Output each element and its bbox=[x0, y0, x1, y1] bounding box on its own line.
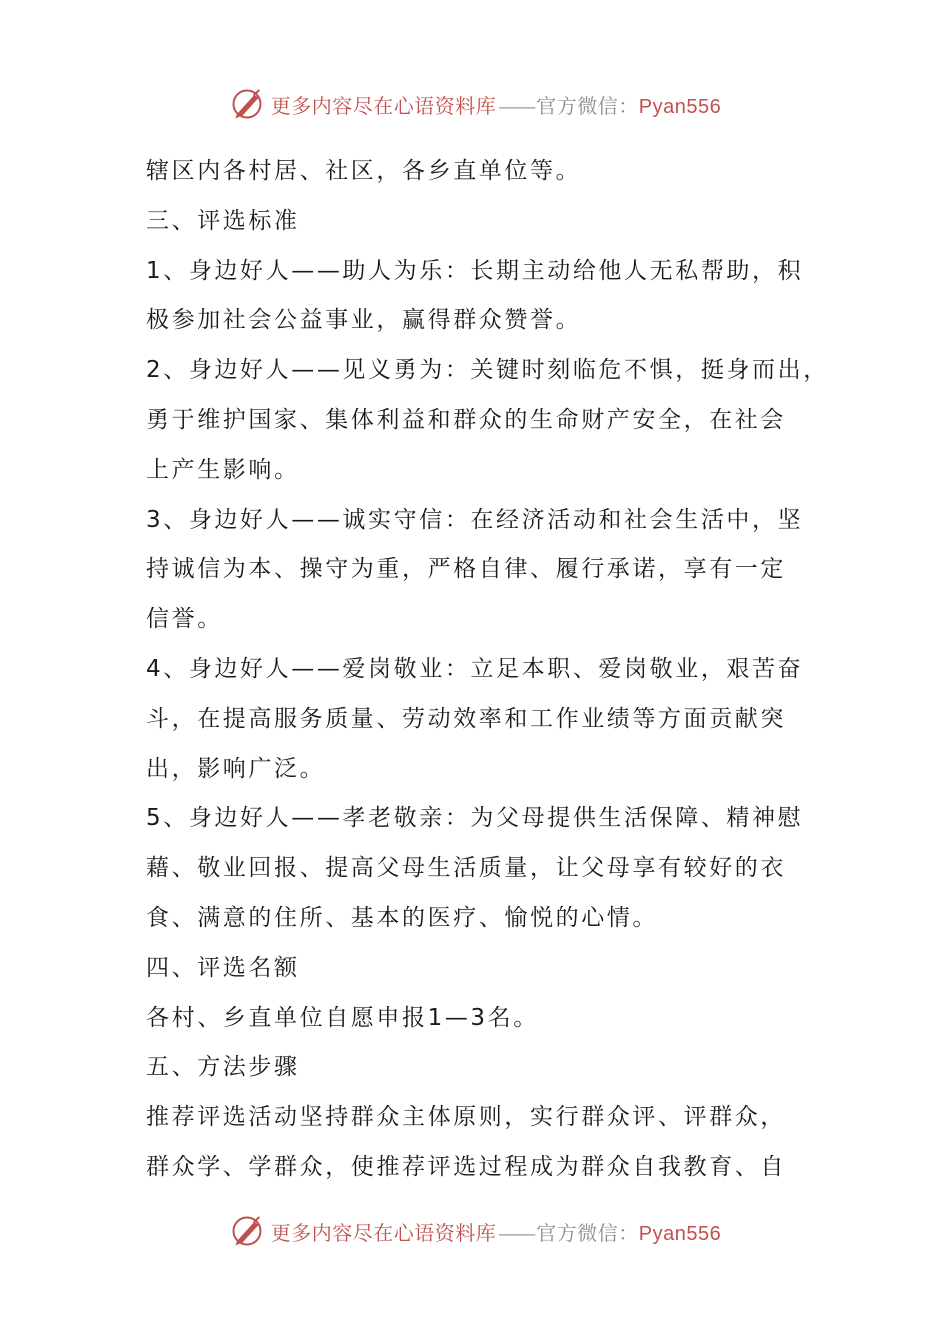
text-line: 群众学、学群众，使推荐评选过程成为群众自我教育、自 bbox=[146, 1153, 786, 1180]
text-line: 斗，在提高服务质量、劳动效率和工作业绩等方面贡献突 bbox=[146, 705, 786, 732]
watermark-site-name: 更多内容尽在心语资料库 bbox=[270, 1220, 497, 1245]
watermark-wechat-id: Pyan556 bbox=[638, 95, 722, 118]
text-line: 食、满意的住所、基本的医疗、愉悦的心情。 bbox=[146, 904, 658, 931]
text-line: 勇于维护国家、集体利益和群众的生命财产安全，在社会 bbox=[146, 406, 786, 433]
text-line: 2、身边好人——见义勇为：关键时刻临危不惧，挺身而出， bbox=[146, 357, 829, 384]
text-line: 3、身边好人——诚实守信：在经济活动和社会生活中，坚 bbox=[146, 506, 804, 533]
watermark-site-name: 更多内容尽在心语资料库 bbox=[270, 93, 497, 118]
footer-watermark bbox=[0, 1211, 950, 1251]
text-line: 1、身边好人——助人为乐：长期主动给他人无私帮助，积 bbox=[146, 257, 804, 284]
section-heading-quota: 四、评选名额 bbox=[146, 954, 300, 981]
watermark-dash: —— bbox=[498, 1220, 535, 1245]
text-line: 出，影响广泛。 bbox=[146, 755, 326, 782]
text-line: 上产生影响。 bbox=[146, 456, 300, 483]
pen-nib-logo-icon bbox=[229, 1213, 265, 1249]
text-line: 辖区内各村居、社区，各乡直单位等。 bbox=[146, 158, 582, 184]
watermark-wechat-label: 官方微信： bbox=[536, 93, 639, 118]
section-heading-steps: 五、方法步骤 bbox=[146, 1054, 300, 1081]
text-line: 各村、乡直单位自愿申报1—3名。 bbox=[146, 1004, 539, 1031]
pen-nib-logo-icon bbox=[229, 86, 265, 122]
text-line: 信誉。 bbox=[146, 606, 223, 633]
watermark-dash: —— bbox=[498, 93, 535, 118]
text-line: 极参加社会公益事业，赢得群众赞誉。 bbox=[146, 307, 582, 334]
watermark-wechat-id: Pyan556 bbox=[638, 1222, 722, 1245]
text-line: 5、身边好人——孝老敬亲：为父母提供生活保障、精神慰 bbox=[146, 805, 804, 832]
text-line: 4、身边好人——爱岗敬业：立足本职、爱岗敬业，艰苦奋 bbox=[146, 655, 804, 682]
text-line: 持诚信为本、操守为重，严格自律、履行承诺，享有一定 bbox=[146, 556, 786, 583]
watermark-text bbox=[271, 90, 721, 119]
document-body bbox=[146, 147, 829, 1193]
section-heading-criteria: 三、评选标准 bbox=[146, 207, 300, 234]
text-line: 藉、敬业回报、提高父母生活质量，让父母享有较好的衣 bbox=[146, 855, 786, 882]
watermark-wechat-label: 官方微信： bbox=[536, 1220, 639, 1245]
header-watermark bbox=[0, 84, 950, 124]
watermark-text bbox=[271, 1217, 721, 1246]
text-line: 推荐评选活动坚持群众主体原则，实行群众评、评群众， bbox=[146, 1104, 786, 1131]
